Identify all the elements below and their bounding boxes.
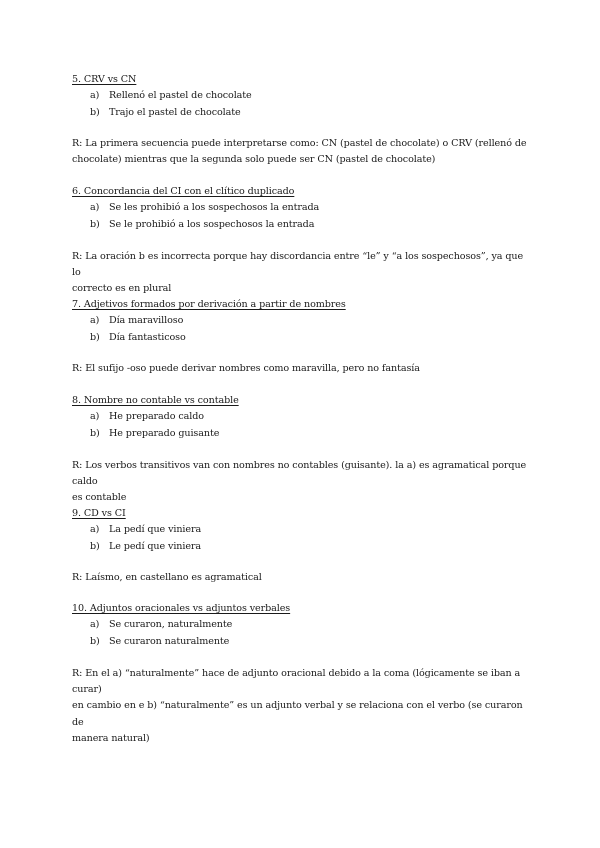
- section-7: [72, 297, 532, 346]
- option-b: b) Día fantasticoso: [90, 331, 186, 343]
- option-b: b) Se curaron naturalmente: [90, 635, 230, 647]
- option-b: b) Se le prohibió a los sospechosos la entrada: [90, 218, 315, 230]
- section-heading: 7. Adjetivos formados por derivación a partir de nombres: [72, 299, 346, 310]
- option-a: a) He preparado caldo: [90, 411, 204, 422]
- section-5: [72, 72, 532, 121]
- section-8: [72, 393, 532, 442]
- option-b: b) Le pedí que viniera: [90, 540, 202, 552]
- answer-9: R: Laísmo, en castellano es agramatical: [72, 572, 262, 583]
- section-9: [72, 506, 532, 555]
- section-heading: 6. Concordancia del CI con el clítico duplicado: [72, 186, 295, 197]
- answer-10: R: En el a) “naturalmente” hace de adjunto oracional debido a la coma (lógicamente se iban a curar) en cambio en e b) “naturalmente” es un adjunto verbal y se relaciona con el verbo (se curaron de manera natural): [72, 668, 523, 744]
- answer-8: R: Los verbos transitivos van con nombres no contables (guisante). la a) es agramatical porque caldo es contable: [72, 460, 527, 504]
- section-10: [72, 601, 532, 650]
- section-6: [72, 184, 532, 233]
- answer-7: R: El sufijo -oso puede derivar nombres como maravilla, pero no fantasía: [72, 363, 420, 374]
- option-b: b) Trajo el pastel de chocolate: [90, 106, 241, 118]
- section-heading: 8. Nombre no contable vs contable: [72, 395, 239, 406]
- answer-6: R: La oración b es incorrecta porque hay discordancia entre “le” y “a los sospechosos”, ya que lo correcto es en plural: [72, 251, 524, 295]
- option-a: a) Rellenó el pastel de chocolate: [90, 90, 252, 101]
- section-heading: 5. CRV vs CN: [72, 74, 137, 85]
- answer-5: R: La primera secuencia puede interpretarse como: CN (pastel de chocolate) o CRV (rellenó de chocolate) mientras que la segunda solo puede ser CN (pastel de chocolate): [72, 138, 527, 166]
- option-a: a) Se les prohibió a los sospechosos la entrada: [90, 202, 320, 213]
- option-a: a) Día maravilloso: [90, 315, 184, 326]
- option-a: a) Se curaron, naturalmente: [90, 619, 233, 630]
- section-heading: 9. CD vs CI: [72, 508, 126, 519]
- option-b: b) He preparado guisante: [90, 427, 220, 439]
- option-a: a) La pedí que viniera: [90, 524, 202, 535]
- section-heading: 10. Adjuntos oracionales vs adjuntos verbales: [72, 603, 291, 614]
